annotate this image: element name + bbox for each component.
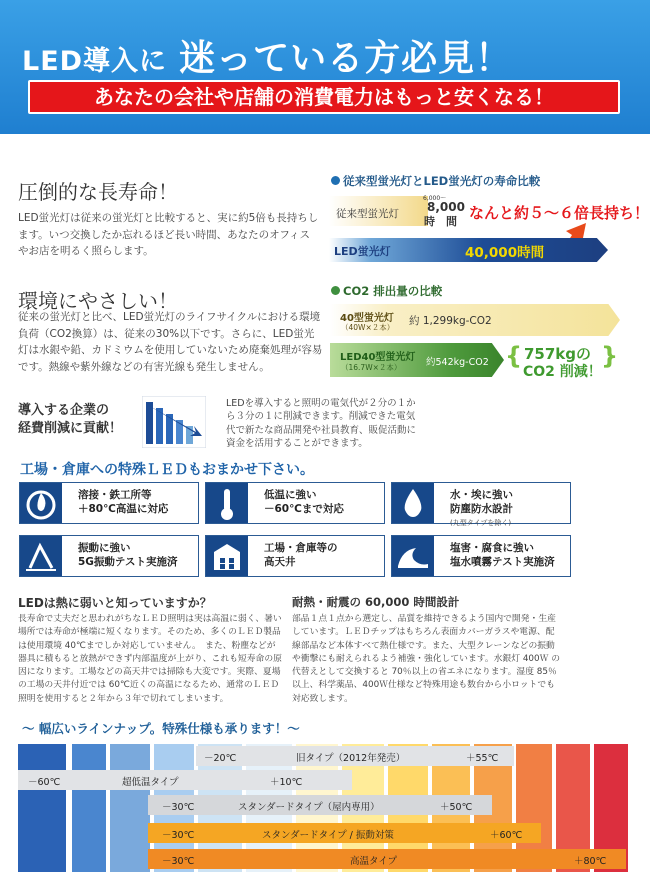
hero-headline xyxy=(22,30,512,81)
co2-row2-sub: （16.7W×２本） xyxy=(341,363,402,372)
lineup-min: －30℃ xyxy=(162,856,195,867)
flame-icon xyxy=(20,483,62,523)
feature-low-temp xyxy=(205,482,385,524)
conventional-small: 6,000～ xyxy=(423,195,447,202)
co2-row1-name: 40型蛍光灯 xyxy=(340,313,394,324)
led-lifespan-label: LED蛍光灯 xyxy=(334,245,391,258)
heat-title: LEDは熱に弱いと知っていますか？ xyxy=(18,596,212,610)
lineup-name: スタンダードタイプ（屋内専用） xyxy=(238,802,380,813)
thermometer-icon xyxy=(206,483,248,523)
water-drop-icon xyxy=(392,483,434,523)
lineup-name: スタンダードタイプ / 振動対策 xyxy=(262,830,394,841)
lineup-max: ＋60℃ xyxy=(490,830,523,841)
feature-text: 低温に強い －60℃まで対応 xyxy=(264,489,344,515)
feature-salt-resistant xyxy=(391,535,571,577)
warehouse-icon xyxy=(206,536,248,576)
cost-title-line1: 導入する企業の xyxy=(18,403,110,418)
vibration-icon xyxy=(20,536,62,576)
longevity-title: 圧倒的な長寿命！ xyxy=(18,180,178,204)
longevity-body: LED蛍光灯は従来の蛍光灯と比較すると、実に約5倍も長持ちします。いつ交換したか忘れるほど長い時間、あなたのオフィスやお店を明るく照らします。 xyxy=(18,212,319,257)
bracket-icon: { xyxy=(505,342,523,370)
feature-text: 工場・倉庫等の 高天井 xyxy=(264,542,338,568)
lineup-max: ＋10℃ xyxy=(270,777,303,788)
lineup-min: －30℃ xyxy=(162,802,195,813)
cost-title-line2: 経費削減に貢献！ xyxy=(18,421,123,436)
feature-text: 溶接・鉄工所等 ＋80℃高温に対応 xyxy=(78,489,169,515)
lineup-max: ＋50℃ xyxy=(440,802,473,813)
hero-title: 迷っている方必見！ xyxy=(179,38,513,79)
durability-body: 部品１点１点から選定し、品質を維持できるよう国内で開発・生産しています。ＬＥＤチップはもちろん表面カバーガラスや電源、配線部品など本体すべて熱仕様です。また、大型クレーンなどの振動や衝撃にも耐えられるよう補強・強化しています。水銀灯 400Ｗ の代替えとして交換すると 70％以上の省エネになります。湿度 85％以上、科学薬品、400Ｗ仕様など特殊用途も数台から小ロットでも対応致します。 xyxy=(292,614,560,704)
co2-callout-line2: CO2 削減！ xyxy=(523,364,602,380)
environment-body: 従来の蛍光灯と比べ、LED蛍光灯のライフサイクルにおける環境負荷（CO2換算）は、従来の30%以下です。さらに、LED蛍光灯は水銀や鉛、カドミウムを使用していないため廃棄処理が容易です。熱線や紫外線などの有害光線も発生しません。 xyxy=(18,311,323,373)
lifespan-chart-title xyxy=(331,173,540,189)
conventional-label: 従来型蛍光灯 xyxy=(336,208,399,220)
conventional-value: 8,000 xyxy=(427,200,465,214)
co2-chart-title xyxy=(331,283,442,299)
led-lifespan-value: 40,000時間 xyxy=(465,245,545,261)
hero-prefix: LED導入に xyxy=(22,46,168,77)
bullet-icon xyxy=(331,286,340,295)
feature-high-temp xyxy=(19,482,199,524)
lineup-title: ～ 幅広いラインナップ。特殊仕様も承ります！～ xyxy=(22,721,300,736)
lifespan-chart-title-text: 従来型蛍光灯とLED蛍光灯の寿命比較 xyxy=(343,174,541,188)
co2-callout-line1: 757kgの xyxy=(524,345,592,363)
special-title: 工場・倉庫への特殊ＬＥＤもおまかせ下さい。 xyxy=(20,462,314,478)
bullet-icon xyxy=(331,176,340,185)
cost-body: LEDを導入すると照明の電気代が２分の１から３分の１に削減できます。削減できた電気代で新たな商品開発や社員教育、販促活動に資金を活用することができます。 xyxy=(226,398,417,449)
hero-subline: あなたの会社や店舗の消費電力はもっと安くなる！ xyxy=(94,85,554,109)
lineup-min: －30℃ xyxy=(162,830,195,841)
co2-row1-sub: （40W×２本） xyxy=(341,323,395,332)
hero-subline-bar xyxy=(28,80,620,114)
heat-body: 長寿命で丈夫だと思われがちなＬＥＤ照明は実は高温に弱く、暑い場所では寿命が極端に短くなります。そのため、多くのＬＥＤ製品は使用環境 40℃までしか対応していません。 また、粉塵などが器具に積もると放熱ができず内部温度が上がり、これも短寿命の原因になります。工場などの高天井では掃除も大変です。実際、夏場の工場の天井付近では 60℃近くの高温になるため、通常のＬＥＤ照明を使用すると２年から３年で切れてしまいます。 xyxy=(18,614,282,704)
co2-row2-value: 約542kg-CO2 xyxy=(426,357,489,368)
lifespan-callout: なんと約５～６倍長持ち！ xyxy=(469,204,650,222)
feature-waterproof xyxy=(391,482,571,527)
co2-chart-title-text: CO2 排出量の比較 xyxy=(343,284,443,298)
feature-text: 振動に強い 5G振動テスト実施済 xyxy=(78,542,178,568)
conventional-unit: 時 間 xyxy=(424,215,457,228)
lineup-name: 超低温タイプ xyxy=(122,777,179,788)
lineup-name: 旧タイプ（2012年発売） xyxy=(296,753,406,764)
feature-text: 水・埃に強い 防塵防水設計 (丸型タイプを除く) xyxy=(450,489,513,527)
feature-high-ceiling xyxy=(205,535,385,577)
bracket-icon: } xyxy=(601,342,619,370)
feature-vibration xyxy=(19,535,199,577)
lineup-min: －20℃ xyxy=(204,753,237,764)
durability-title: 耐熱・耐震の 60,000 時間設計 xyxy=(292,595,460,609)
environment-title: 環境にやさしい！ xyxy=(18,289,178,313)
lineup-min: －60℃ xyxy=(28,777,61,788)
wave-icon xyxy=(392,536,434,576)
lineup-max: ＋80℃ xyxy=(574,856,607,867)
lineup-name: 高温タイプ xyxy=(350,856,398,867)
co2-row1-value: 約 1,299kg-CO2 xyxy=(409,315,492,327)
cost-decline-chart-icon xyxy=(142,396,206,448)
cost-title xyxy=(18,402,122,438)
lineup-max: ＋55℃ xyxy=(466,753,499,764)
co2-row2-name: LED40型蛍光灯 xyxy=(340,352,416,363)
feature-text: 塩害・腐食に強い 塩水噴霧テスト実施済 xyxy=(450,542,555,568)
